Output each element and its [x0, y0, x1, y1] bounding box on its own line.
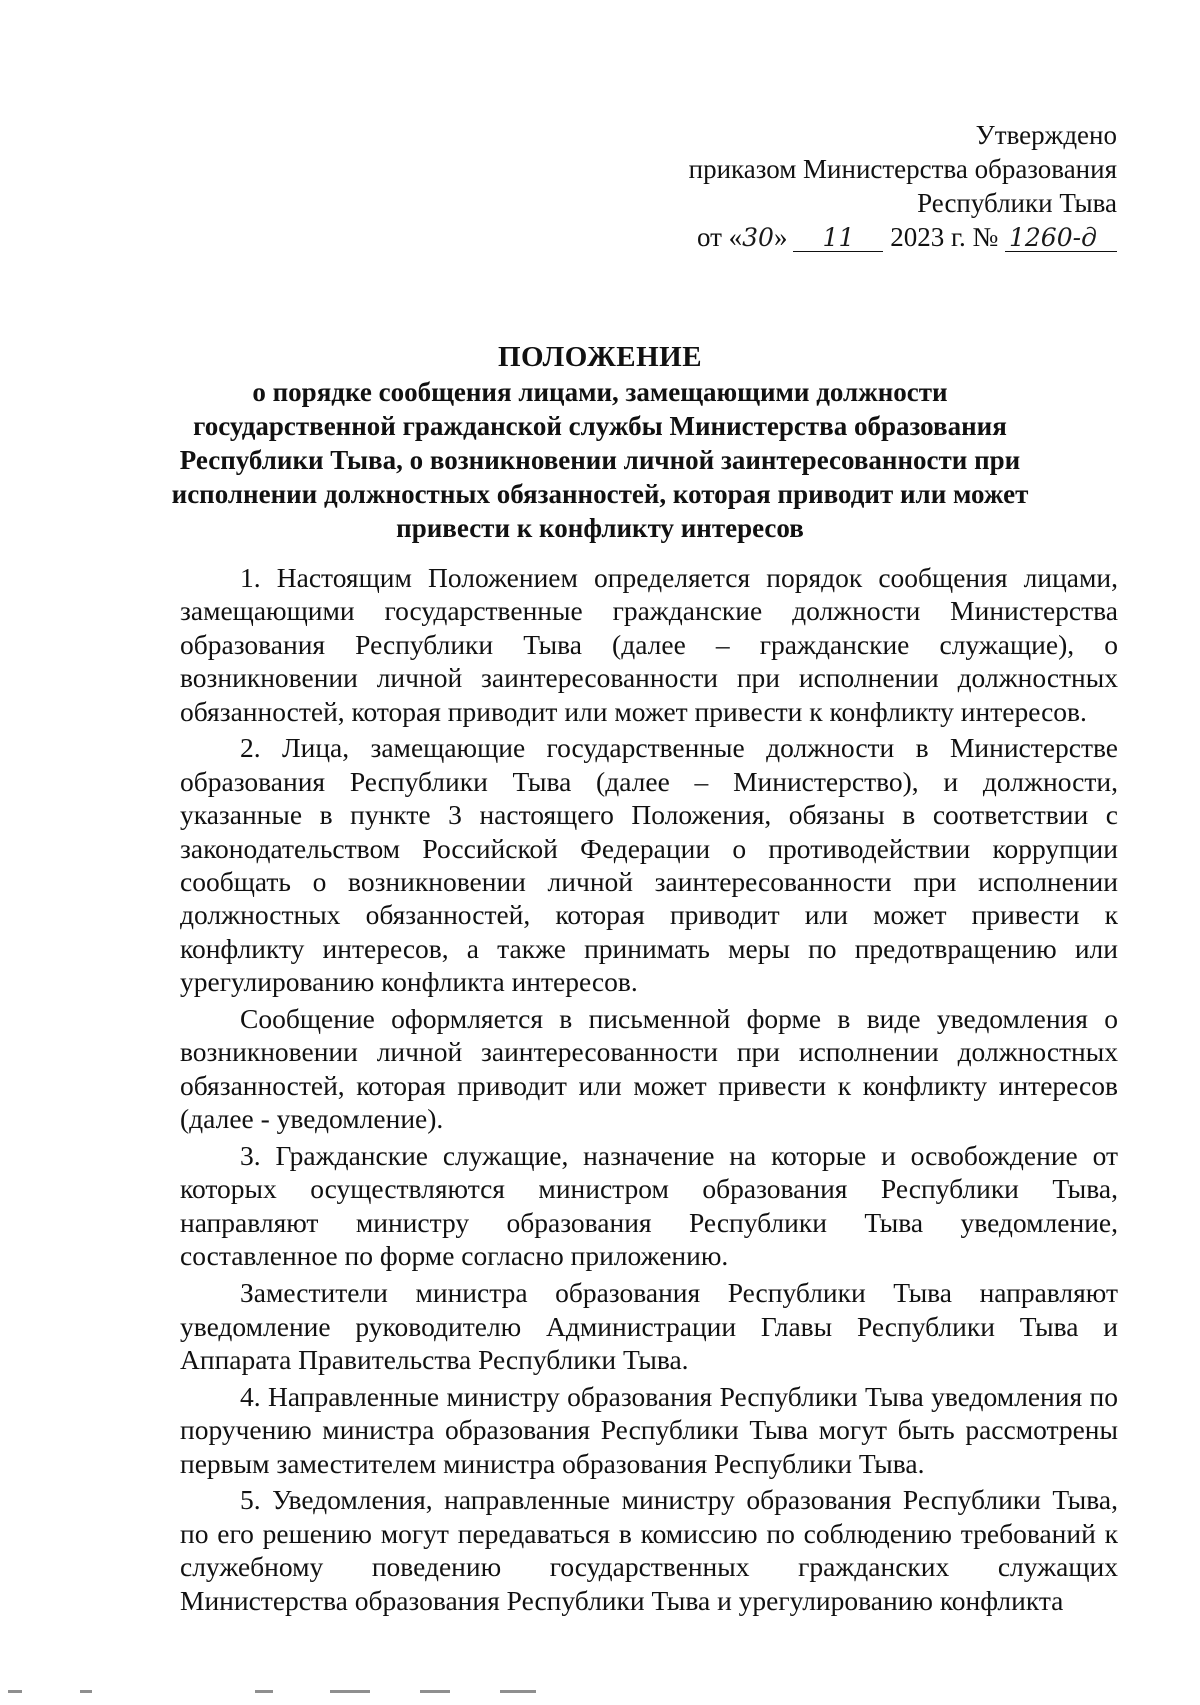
approval-date-line — [689, 220, 1117, 255]
paragraph-4: 4. Направленные министру образования Республики Тыва уведомления по поручению министра образования Республики Тыва могут быть рассмотрены первым заместителем министра образования Республики Тыва. — [180, 1380, 1118, 1479]
approval-heading: Утверждено — [975, 120, 1117, 150]
document-title: ПОЛОЖЕНИЕ — [497, 341, 703, 373]
scan-mark — [420, 1690, 450, 1693]
scan-mark — [330, 1690, 370, 1693]
scan-edge-artifacts — [0, 1690, 1200, 1700]
scan-mark — [8, 1690, 22, 1693]
date-quote-close: » — [773, 222, 788, 252]
paragraph-2: 2. Лица, замещающие государственные должности в Министерстве образования Республики Тыва (далее – Министерство), и должности, указанные в пункте 3 настоящего Положения, обязаны в соответствии с законодательством Российской Федерации о противодействии коррупции сообщать о возникновении личной заинтересованности при исполнении должностных обязанностей, которая приводит или может привести к конфликту интересов, а также принимать меры по предотвращению или урегулированию конфликта интересов. — [180, 732, 1118, 998]
document-title-block — [150, 340, 1050, 545]
paragraph-1: 1. Настоящим Положением определяется порядок сообщения лицами, замещающими государственные гражданские должности Министерства образования Республики Тыва (далее – гражданские служащие), о возникновении личной заинтересованности при исполнении должностных обязанностей, которая приводит или может привести к конфликту интересов. — [180, 562, 1118, 727]
paragraph-2-continued: Сообщение оформляется в письменной форме в виде уведомления о возникновении личной заинтересованности при исполнении должностных обязанностей, которая приводит или может привести к конфликту интересов (далее - уведомление). — [180, 1003, 1118, 1135]
approval-republic-line: Республики Тыва — [917, 188, 1117, 218]
handwritten-order-number: 1260-д — [1009, 223, 1097, 252]
document-body — [180, 561, 1118, 1620]
approval-order-line: приказом Министерства образования — [688, 154, 1117, 184]
scan-mark — [255, 1690, 273, 1693]
paragraph-3-continued: Заместители министра образования Республики Тыва направляют уведомление руководителю Администрации Главы Республики Тыва и Аппарата Правительства Республики Тыва. — [180, 1277, 1118, 1375]
date-prefix: от « — [696, 222, 743, 252]
date-month-blank — [793, 224, 883, 252]
order-number-blank — [1005, 224, 1117, 252]
scan-mark — [500, 1690, 536, 1693]
handwritten-month: 11 — [822, 223, 855, 252]
paragraph-5: 5. Уведомления, направленные министру образования Республики Тыва, по его решению могут передаваться в комиссию по соблюдению требований к служебному поведению государственных гражданских служащих Министерства образования Республики Тыва и урегулированию конфликта — [180, 1484, 1118, 1616]
scan-mark — [80, 1690, 92, 1693]
paragraph-3: 3. Гражданские служащие, назначение на которые и освобождение от которых осуществляются министром образования Республики Тыва, направляют министру образования Республики Тыва уведомление, составленное по форме согласно приложению. — [180, 1140, 1118, 1272]
approval-block — [689, 118, 1117, 255]
date-year-number-label: 2023 г. № — [890, 222, 999, 252]
document-subtitle: о порядке сообщения лицами, замещающими должности государственной гражданской службы Министерства образования Республики Тыва, о возникновении личной заинтересованности при исполнении должностных обязанностей, которая приводит или может привести к конфликту интересов — [171, 377, 1029, 543]
handwritten-day: 30 — [742, 223, 774, 252]
